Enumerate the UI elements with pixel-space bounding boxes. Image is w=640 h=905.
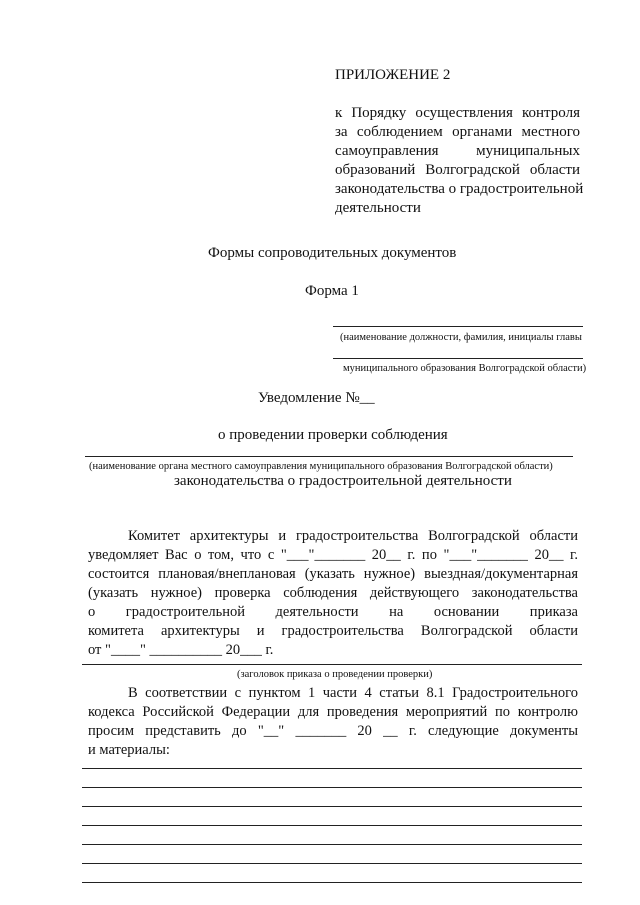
appendix-title: ПРИЛОЖЕНИЕ 2 xyxy=(335,67,451,83)
blank-line xyxy=(82,787,582,788)
paragraph-line: уведомляет Вас о том, что с "___"_______ 20__ г. по "___"_______ 20__ г. xyxy=(88,547,578,563)
order-title-line xyxy=(82,664,582,665)
appendix-line: законодательства о градостроительной xyxy=(335,181,584,197)
order-title-caption: (заголовок приказа о проведении проверки) xyxy=(237,669,433,680)
blank-line xyxy=(82,844,582,845)
blank-line xyxy=(82,806,582,807)
notice-subtitle: о проведении проверки соблюдения xyxy=(218,427,448,443)
paragraph-line: от "____" __________ 20___ г. xyxy=(88,642,274,658)
paragraph-line: и материалы: xyxy=(88,742,170,758)
paragraph-line: состоится плановая/внеплановая (указать нужное) выездная/документарная xyxy=(88,566,578,582)
paragraph-line: Комитет архитектуры и градостроительства Волгоградской области xyxy=(128,528,578,544)
addressee-caption-1: (наименование должности, фамилия, инициалы главы xyxy=(340,332,582,343)
blank-line xyxy=(82,825,582,826)
paragraph-line: просим представить до "__" _______ 20 __ г. следующие документы xyxy=(88,723,578,739)
paragraph-line: о градостроительной деятельности на основании приказа xyxy=(88,604,578,620)
request-paragraph xyxy=(88,684,578,760)
notice-subject: законодательства о градостроительной деятельности xyxy=(174,473,512,489)
paragraph-line: комитета архитектуры и градостроительства Волгоградской области xyxy=(88,623,578,639)
addressee-line-2 xyxy=(333,358,583,359)
blank-line xyxy=(82,863,582,864)
paragraph-line: В соответствии с пунктом 1 части 4 статьи 8.1 Градостроительного xyxy=(128,685,578,701)
form-label: Форма 1 xyxy=(305,283,359,299)
notice-title: Уведомление №__ xyxy=(258,390,375,406)
appendix-line: самоуправления муниципальных xyxy=(335,143,580,159)
appendix-line: деятельности xyxy=(335,200,421,216)
blank-line xyxy=(82,882,582,883)
forms-heading: Формы сопроводительных документов xyxy=(208,245,457,261)
org-name-line xyxy=(85,456,573,457)
notice-paragraph xyxy=(88,527,578,660)
appendix-line: образований Волгоградской области xyxy=(335,162,580,178)
appendix-line: к Порядку осуществления контроля xyxy=(335,105,580,121)
addressee-caption-2: муниципального образования Волгоградской области) xyxy=(343,363,587,374)
org-name-caption: (наименование органа местного самоуправления муниципального образования Волгоградской области) xyxy=(89,461,553,472)
addressee-line-1 xyxy=(333,326,583,327)
paragraph-line: (указать нужное) проверка соблюдения действующего законодательства xyxy=(88,585,578,601)
appendix-line: за соблюдением органами местного xyxy=(335,124,580,140)
paragraph-line: кодекса Российской Федерации для проведения мероприятий по контролю xyxy=(88,704,578,720)
blank-line xyxy=(82,768,582,769)
appendix-reference xyxy=(335,104,584,218)
